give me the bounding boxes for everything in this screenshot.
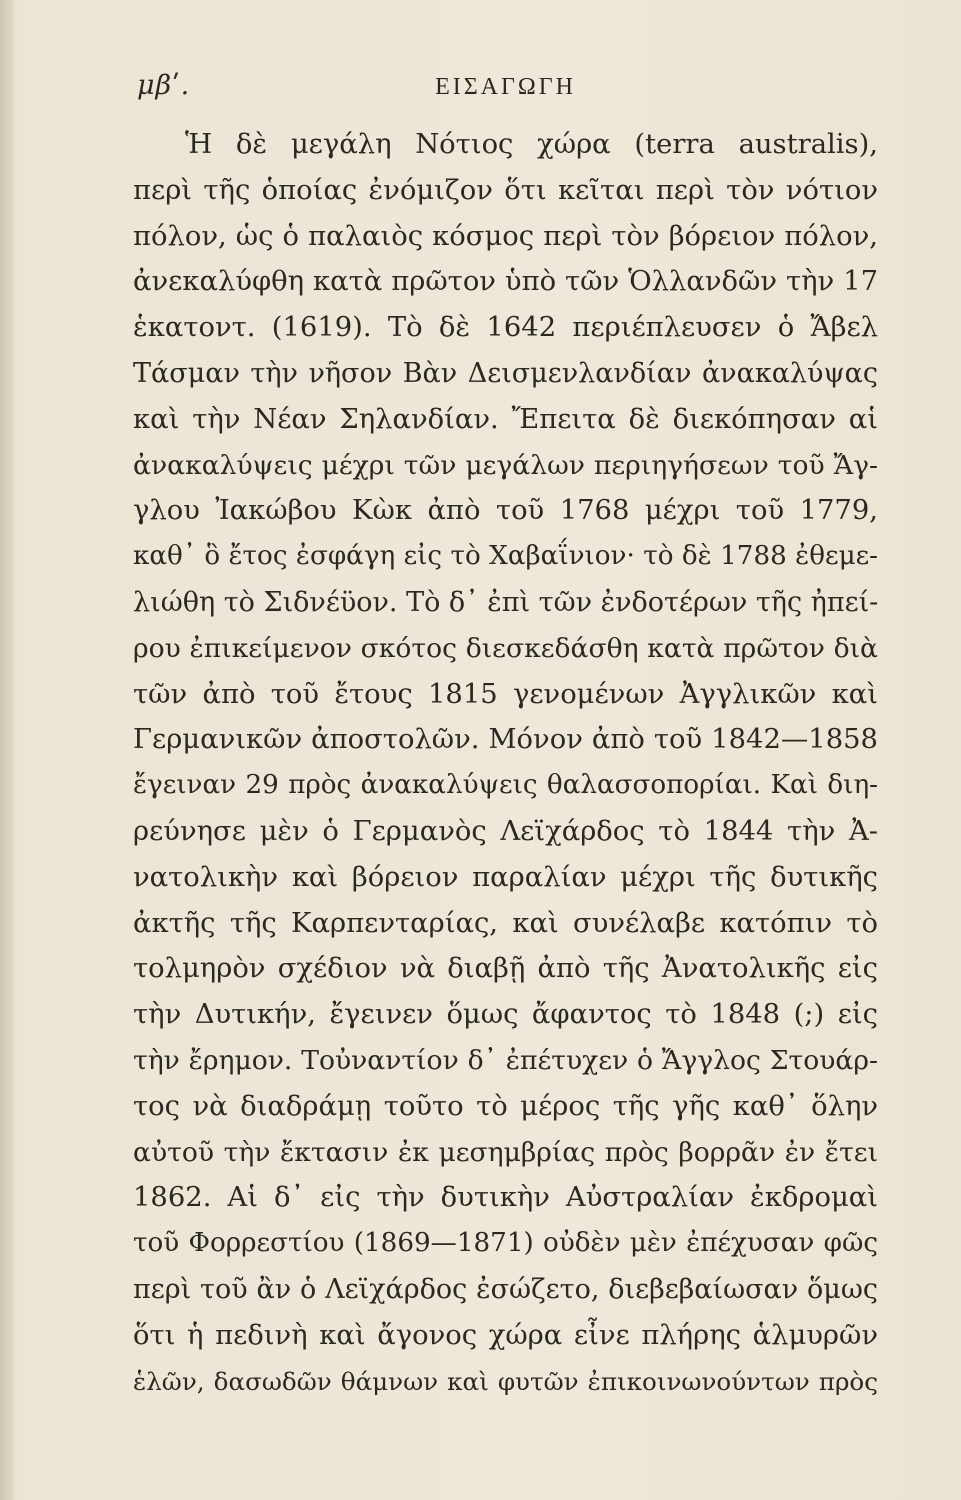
text-line: Τάσμαν τὴν νῆσον Βὰν Δεισμενλανδίαν ἀνακαλύψας [133,357,878,389]
text-line: ἀνεκαλύφθη κατὰ πρῶτον ὑπὸ τῶν Ὁλλανδῶν τὴν 17 [133,266,878,298]
text-line: περὶ τῆς ὁποίας ἐνόμιζον ὅτι κεῖται περὶ τὸν νότιον [133,174,878,206]
text-line: τὴν Δυτικήν, ἔγεινεν ὅμως ἄφαντος τὸ 1848 (;) εἰς [133,999,878,1031]
text-line: νατολικὴν καὶ βόρειον παραλίαν μέχρι τῆς δυτικῆς [133,861,878,893]
text-line: πόλον, ὡς ὁ παλαιὸς κόσμος περὶ τὸν βόρειον πόλον, [133,220,878,252]
text-line: περὶ τοῦ ἂν ὁ Λεϊχάρδος ἐσώζετο, διεβεβαίωσαν ὅμως [133,1273,878,1305]
text-line: τολμηρὸν σχέδιον νὰ διαβῇ ἀπὸ τῆς Ἀνατολικῆς εἰς [133,953,878,985]
text-line: τος νὰ διαδράμῃ τοῦτο τὸ μέρος τῆς γῆς καθ᾽ ὅλην [133,1090,878,1122]
text-line: ρου ἐπικείμενον σκότος διεσκεδάσθη κατὰ πρῶτον διὰ [133,632,878,664]
text-line: Γερμανικῶν ἀποστολῶν. Μόνον ἀπὸ τοῦ 1842—1858 [133,724,878,756]
text-line: ἀνακαλύψεις μέχρι τῶν μεγάλων περιηγήσεων τοῦ Ἄγ- [133,449,878,481]
text-line: ἔγειναν 29 πρὸς ἀνακαλύψεις θαλασσοπορίαι. Καὶ διη- [133,770,878,801]
text-line: ἑλῶν, δασωδῶν θάμνων καὶ φυτῶν ἐπικοινωνούντων πρὸς [133,1366,878,1396]
text-line: ἀκτῆς τῆς Καρπενταρίας, καὶ συνέλαβε κατόπιν τὸ [133,907,878,939]
text-line: αὐτοῦ τὴν ἔκτασιν ἐκ μεσημβρίας πρὸς βορρᾶν ἐν ἔτει [133,1136,878,1168]
page-number: μβʹ. [137,70,191,101]
text-line: τῶν ἀπὸ τοῦ ἔτους 1815 γενομένων Ἀγγλικῶν καὶ [133,678,878,710]
text-line: 1862. Αἱ δ᾽ εἰς τὴν δυτικὴν Αὐστραλίαν ἐκδρομαὶ [133,1182,878,1214]
text-line: καθ᾽ ὃ ἔτος ἐσφάγη εἰς τὸ Χαβαΐνιον· τὸ δὲ 1788 ἐθεμε- [133,541,878,572]
text-line: ρεύνησε μὲν ὁ Γερμανὸς Λεϊχάρδος τὸ 1844 τὴν Ἀ- [133,815,878,847]
running-title: ΕΙΣΑΓΩΓΗ [435,74,576,100]
body-text [133,122,878,1404]
text-line: Ἡ δὲ μεγάλη Νότιος χώρα (terra australis), [185,129,878,160]
page-header [133,66,878,110]
text-line: ἑκατοντ. (1619). Τὸ δὲ 1642 περιέπλευσεν ὁ Ἄβελ [133,312,878,344]
text-line: τὴν ἔρημον. Τοὐναντίον δ᾽ ἐπέτυχεν ὁ Ἄγγλος Στουάρ- [133,1044,878,1076]
page-gutter [0,0,14,1500]
text-line: ὅτι ἡ πεδινὴ καὶ ἄγονος χώρα εἶνε πλήρης ἁλμυρῶν [133,1319,878,1351]
text-line: γλου Ἰακώβου Κὼκ ἀπὸ τοῦ 1768 μέχρι τοῦ 1779, [133,495,878,527]
text-line: λιώθη τὸ Σιδνέϋον. Τὸ δ᾽ ἐπὶ τῶν ἐνδοτέρων τῆς ἠπεί- [133,586,878,618]
text-line: τοῦ Φορρεστίου (1869—1871) οὐδὲν μὲν ἐπέχυσαν φῶς [133,1228,878,1259]
text-line: καὶ τὴν Νέαν Σηλανδίαν. Ἔπειτα δὲ διεκόπησαν αἱ [133,403,878,435]
